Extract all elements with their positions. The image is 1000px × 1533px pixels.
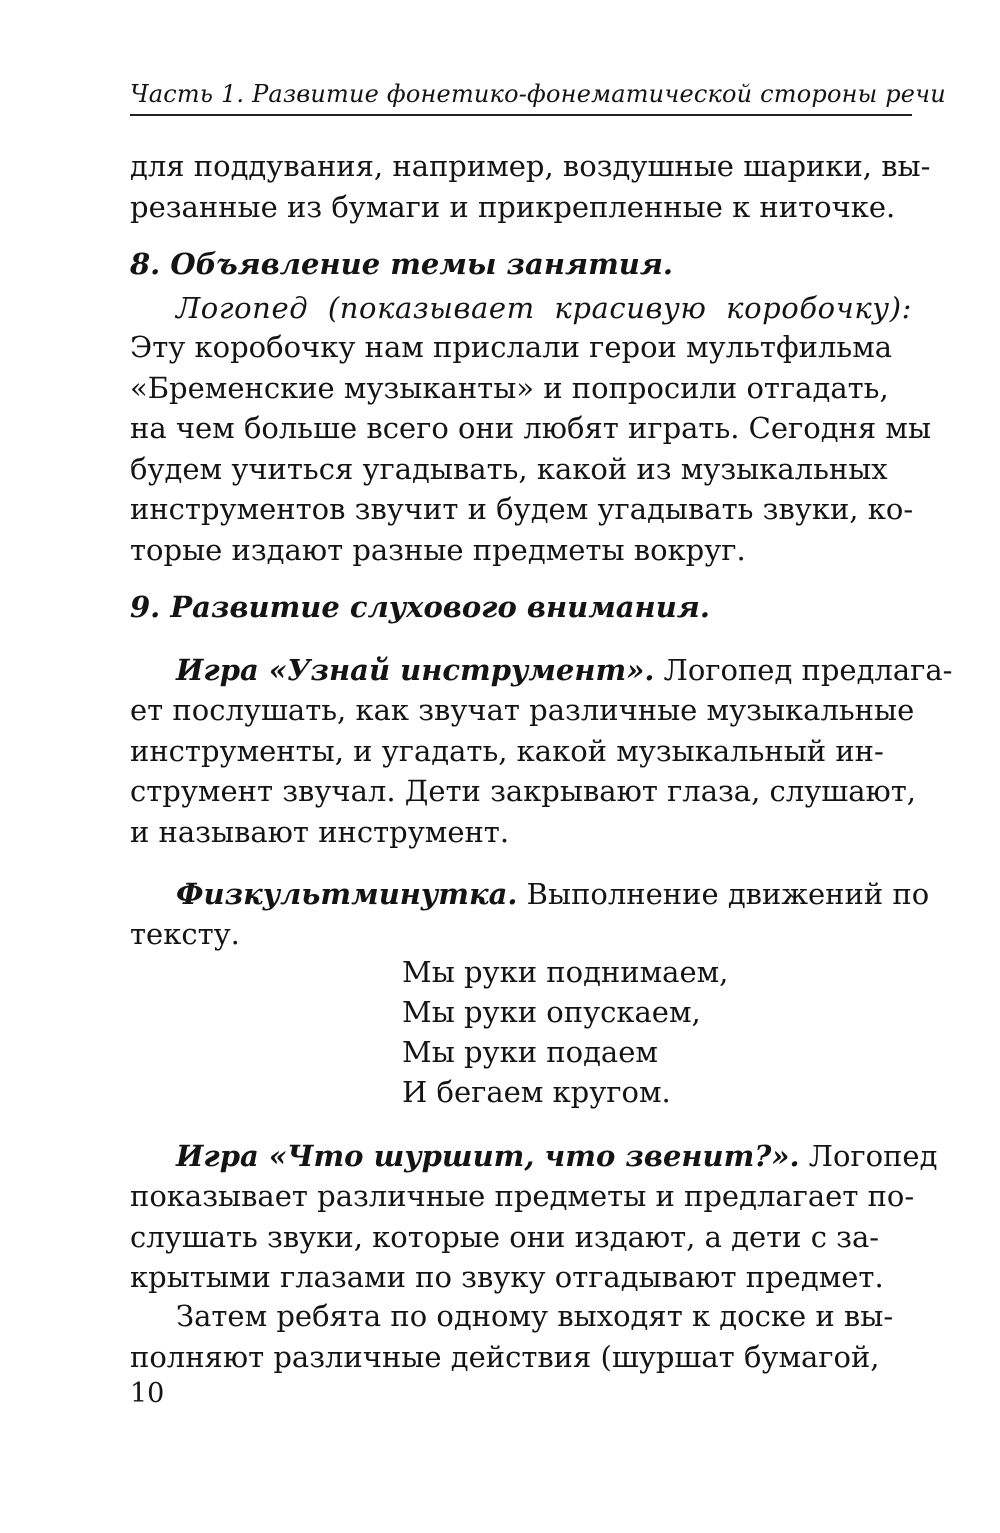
text-fragment: Логопед предлага- [654,653,953,687]
text-line: для поддувания, например, воздушные шарики, вы- [130,149,931,183]
text-line: резанные из бумаги и прикрепленные к ниточке. [130,190,896,224]
poem-line: Мы руки опускаем, [402,995,701,1029]
text-line: инструменты, и угадать, какой музыкальный ин- [130,734,884,768]
section-heading: 9. Развитие слухового внимания. [130,590,710,624]
text-line: «Бременские музыканты» и попросили отгадать, [130,371,889,405]
text-fragment: Выполнение движений по [517,877,930,911]
text-line: тексту. [130,917,240,951]
poem-line: Мы руки поднимаем, [402,955,729,989]
game-title: Игра «Что шуршит, что звенит?». [176,1139,800,1173]
text-line: показывает различные предметы и предлагает по- [130,1179,915,1213]
text-line [176,1138,938,1176]
section-heading: 8. Объявление темы занятия. [130,247,674,281]
poem-line: И бегаем кругом. [402,1075,671,1109]
text-line: инструментов звучит и будем угадывать звуки, ко- [130,492,914,526]
text-line: полняют различные действия (шуршат бумагой, [130,1340,880,1374]
text-fragment: Логопед [799,1139,938,1173]
text-line: Затем ребята по одному выходят к доске и вы- [176,1299,894,1333]
text-line: торые издают разные предметы вокруг. [130,533,746,567]
game-title: Игра «Узнай инструмент». [176,653,655,687]
text-line [176,652,953,690]
text-line: будем учиться угадывать, какой из музыкальных [130,452,888,486]
text-line: на чем больше всего они любят играть. Сегодня мы [130,411,932,445]
text-line: струмент звучал. Дети закрывают глаза, слушают, [130,774,917,808]
exercise-title: Физкультминутка. [176,877,518,911]
text-line: ет послушать, как звучат различные музыкальные [130,693,915,727]
text-line: крытыми глазами по звуку отгадывают предмет. [130,1260,884,1294]
text-line [176,876,930,914]
page-number: 10 [130,1378,165,1409]
poem-line: Мы руки подаем [402,1035,658,1069]
text-line: Эту коробочку нам прислали герои мультфильма [130,330,893,364]
text-line: и называют инструмент. [130,815,510,849]
running-head: Часть 1. Развитие фонетико-фонематической стороны речи [130,80,912,116]
text-line: слушать звуки, которые они издают, а дети с за- [130,1220,880,1254]
speaker-remark: Логопед (показывает красивую коробочку): [176,291,912,325]
